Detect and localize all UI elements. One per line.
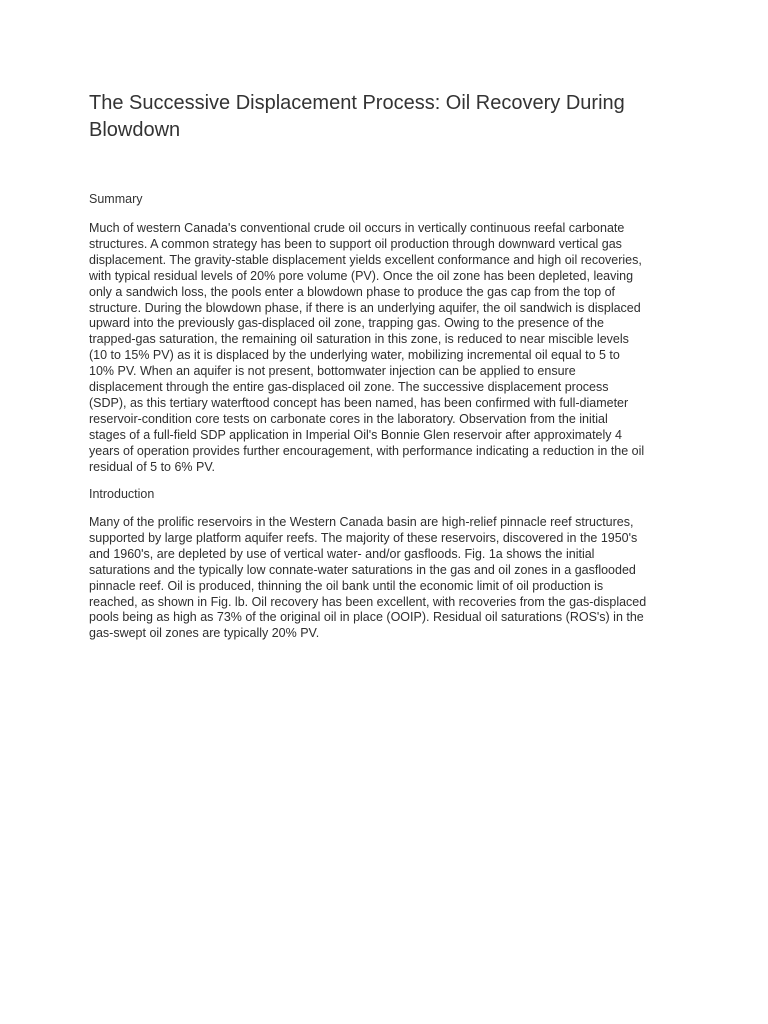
paragraph-line: and 1960's, are depleted by use of vertical water- and/or gasfloods. Fig. 1a shows the initial (89, 546, 595, 561)
paragraph-line: years of operation provides further encouragement, with performance indicating a reduction in the oil (89, 443, 645, 458)
paragraph-line: trapped-gas saturation, the remaining oil saturation in this zone, is reduced to near miscible levels (89, 332, 629, 347)
paragraph-line: structures. A common strategy has been to support oil production through downward vertical gas (89, 236, 622, 251)
paragraph-line: with typical residual levels of 20% pore volume (PV). Once the oil zone has been depleted, leaving (89, 268, 634, 283)
paragraph-line: residual of 5 to 6% PV. (89, 459, 216, 474)
title-line: The Successive Displacement Process: Oil Recovery During (89, 92, 625, 114)
introduction-heading: Introduction (89, 487, 155, 501)
paragraph-line: (SDP), as this tertiary waterftood concept has been named, has been confirmed with full-diameter (89, 395, 629, 410)
document-title (89, 90, 689, 144)
paragraph-line: gas-swept oil zones are typically 20% PV. (89, 626, 320, 641)
paragraph-line: pools being as high as 73% of the original oil in place (OOIP). Residual oil saturations (ROS's) in the (89, 610, 644, 625)
introduction-paragraph (89, 515, 646, 642)
paragraph-line: displacement. The gravity-stable displacement yields excellent conformance and high oil recoveries, (89, 252, 642, 267)
paragraph-line: 10% PV. When an aquifer is not present, bottomwater injection can be applied to ensure (89, 364, 576, 379)
summary-heading: Summary (89, 192, 143, 206)
summary-paragraph (89, 221, 644, 476)
paragraph-line: stages of a full-field SDP application in Imperial Oil's Bonnie Glen reservoir after approximately 4 (89, 427, 622, 442)
title-line: Blowdown (89, 119, 181, 141)
paragraph-line: saturations and the typically low connate-water saturations in the gas and oil zones in a gasflooded (89, 562, 636, 577)
paragraph-line: (10 to 15% PV) as it is displaced by the underlying water, mobilizing incremental oil equal to 5 to (89, 348, 620, 363)
paragraph-line: only a sandwich loss, the pools enter a blowdown phase to produce the gas cap from the top of (89, 284, 616, 299)
paragraph-line: pinnacle reef. Oil is produced, thinning the oil bank until the economic limit of oil production is (89, 578, 604, 593)
paragraph-line: reservoir-condition core tests on carbonate cores in the laboratory. Observation from the initial (89, 411, 608, 426)
paragraph-line: Many of the prolific reservoirs in the Western Canada basin are high-relief pinnacle reef structures, (89, 515, 634, 529)
paragraph-line: supported by large platform aquifer reefs. The majority of these reservoirs, discovered in the 1950's (89, 530, 638, 545)
paragraph-line: structure. During the blowdown phase, if there is an underlying aquifer, the oil sandwich is displaced (89, 300, 641, 315)
paragraph-line: Much of western Canada's conventional crude oil occurs in vertically continuous reefal carbonate (89, 221, 625, 235)
paragraph-line: reached, as shown in Fig. lb. Oil recovery has been excellent, with recoveries from the gas-displaced (89, 594, 647, 609)
paragraph-line: displacement through the entire gas-displaced oil zone. The successive displacement process (89, 380, 609, 395)
paragraph-line: upward into the previously gas-displaced oil zone, trapping gas. Owing to the presence of the (89, 316, 604, 331)
